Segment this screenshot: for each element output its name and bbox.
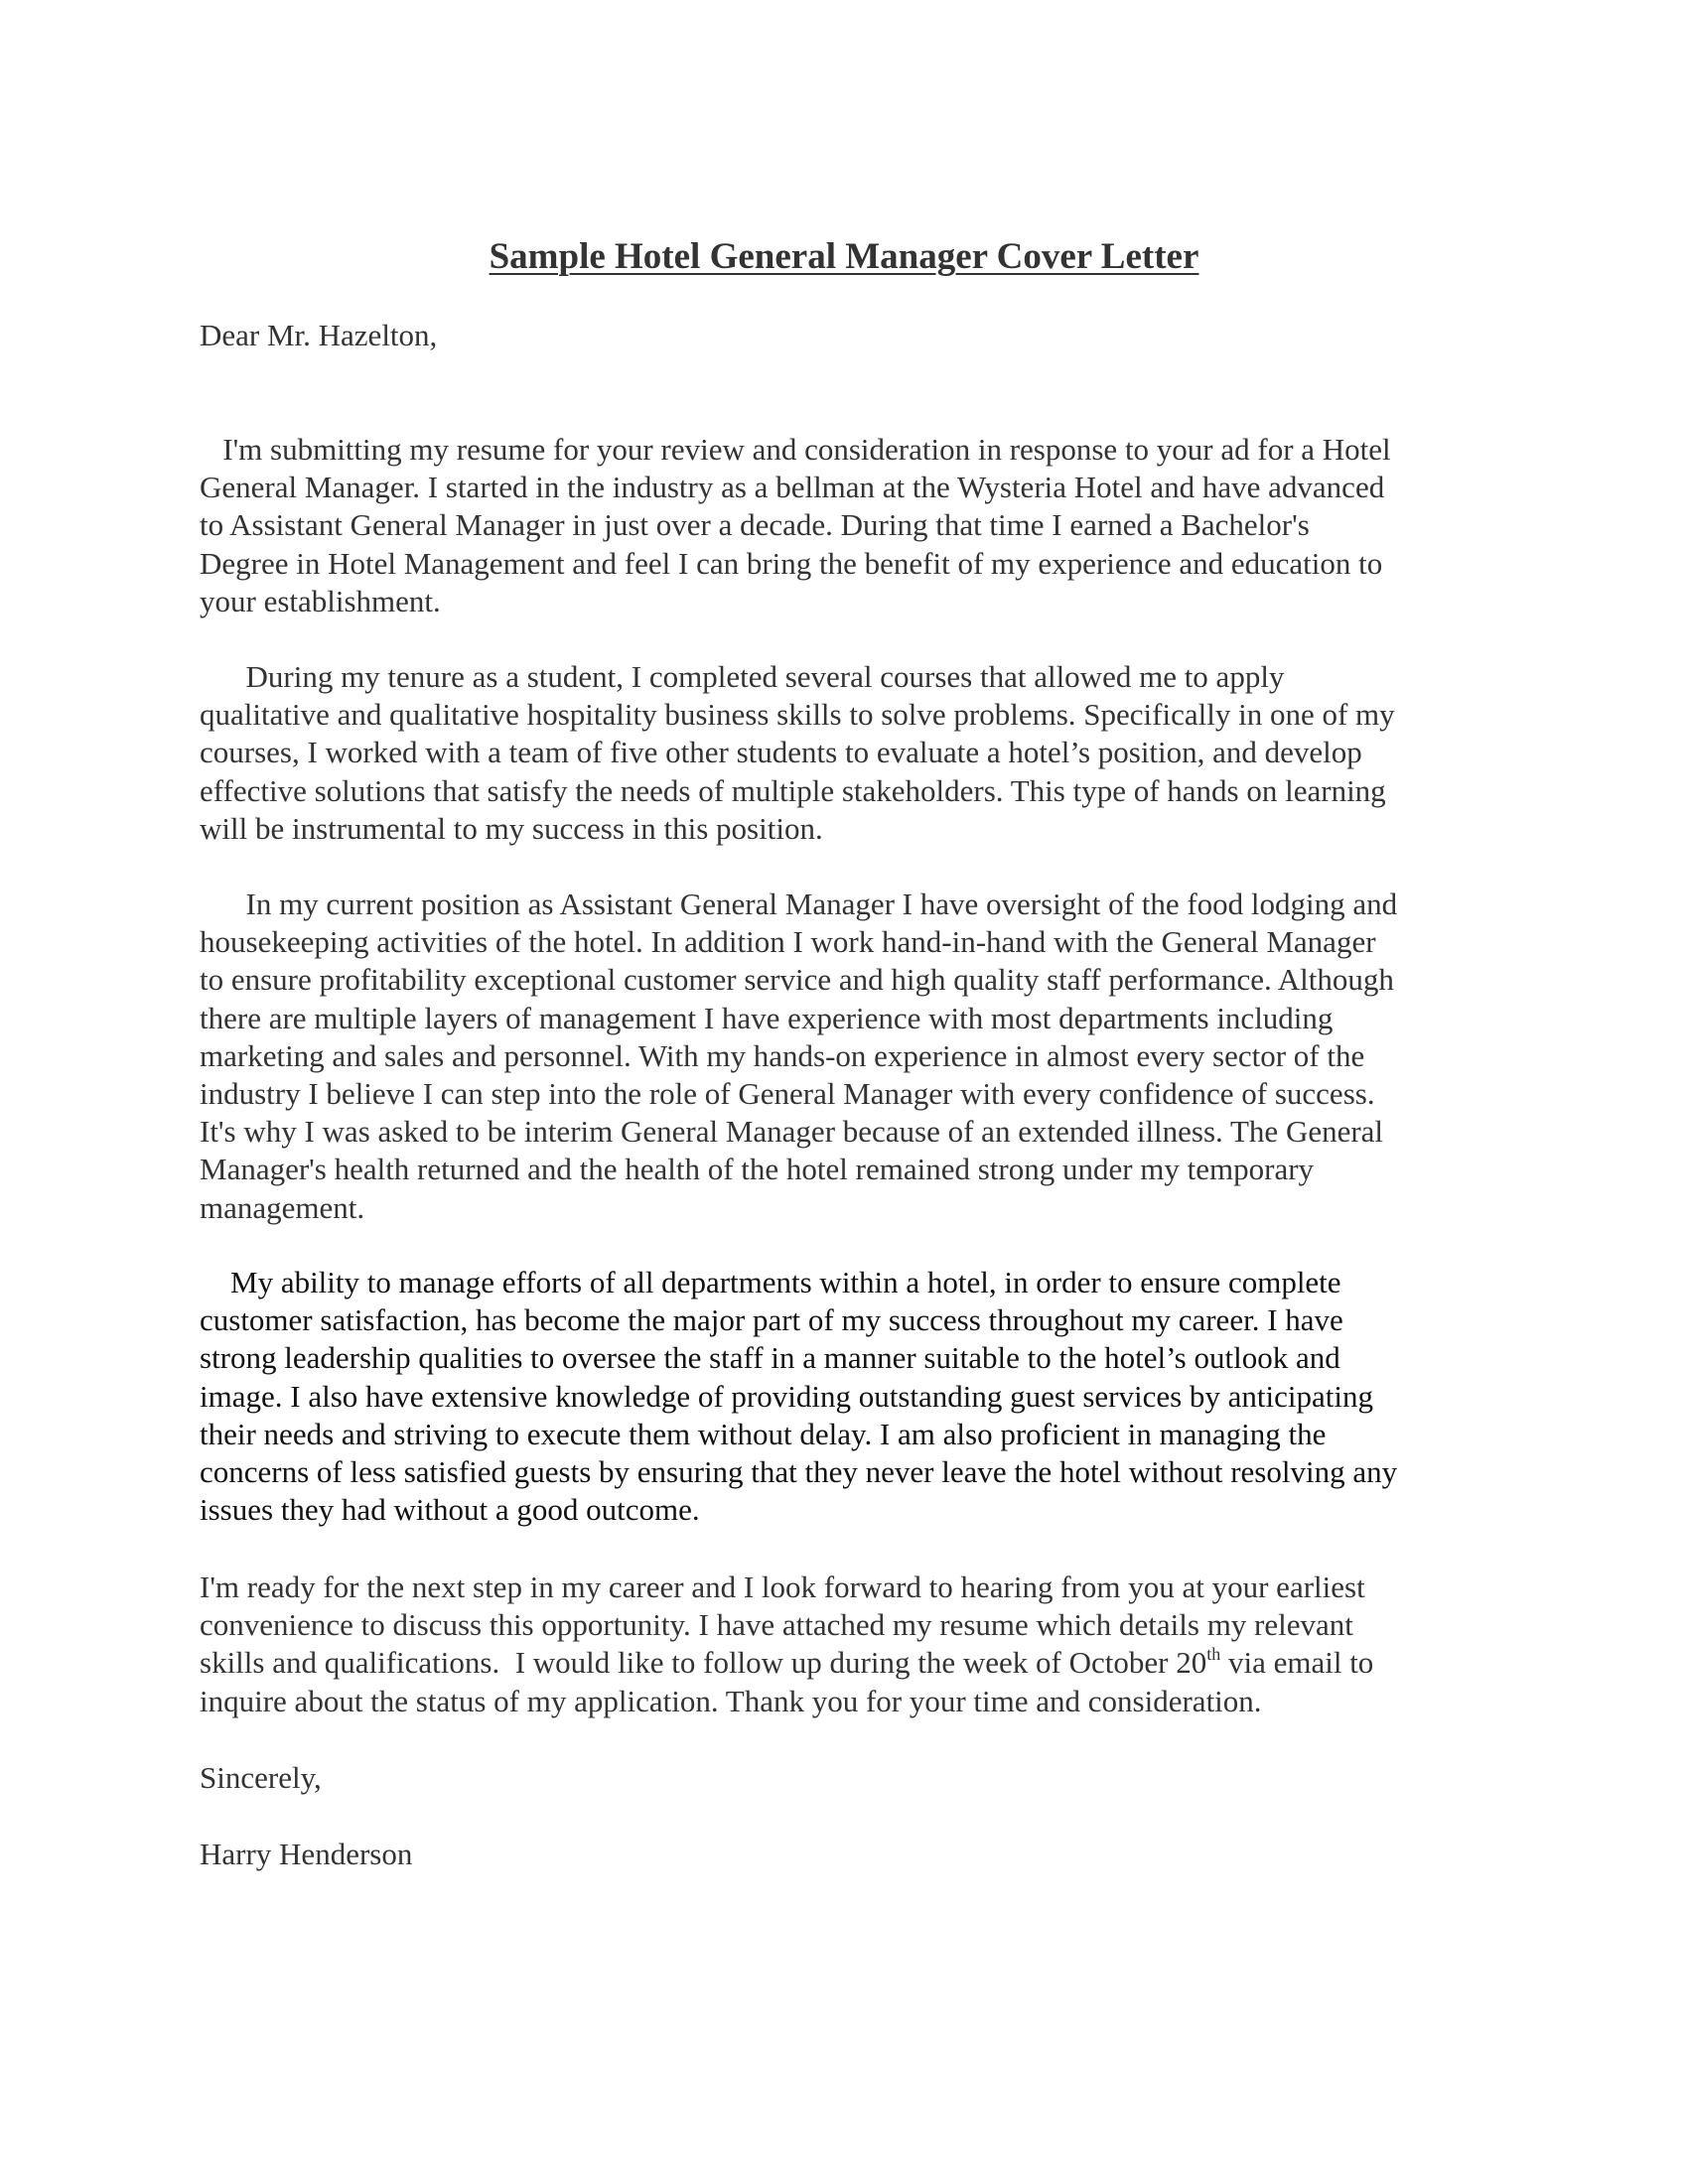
salutation: Dear Mr. Hazelton, [200,318,438,352]
ordinal-superscript: th [1206,1644,1221,1665]
paragraph-line: qualitative and qualitative hospitality business skills to solve problems. Specifically in one of my [200,697,1395,733]
paragraph-line: their needs and striving to execute them without delay. I am also proficient in managing the [200,1416,1327,1451]
paragraph-line: In my current position as Assistant General Manager I have oversight of the food lodging and [200,887,1398,921]
signature-name: Harry Henderson [200,1837,413,1871]
paragraph-line: your establishment. [200,583,441,618]
paragraph-line: there are multiple layers of management I have experience with most departments including [200,1000,1334,1035]
paragraph-line: Manager's health returned and the health of the hotel remained strong under my temporary [200,1152,1315,1187]
closing: Sincerely, [200,1760,322,1795]
paragraph-intro [200,431,1510,620]
line-text-after-superscript: via email to [1220,1645,1374,1681]
paragraph-education [200,658,1510,848]
paragraph-line: marketing and sales and personnel. With my hands-on experience in almost every sector of the [200,1037,1365,1073]
paragraph-line: strong leadership qualities to oversee the staff in a manner suitable to the hotel’s outlook and [200,1340,1340,1376]
paragraph-line: My ability to manage efforts of all departments within a hotel, in order to ensure complete [200,1265,1341,1299]
paragraph-line: concerns of less satisfied guests by ensuring that they never leave the hotel without resolving any [200,1453,1398,1489]
paragraph-line: General Manager. I started in the industry as a bellman at the Wysteria Hotel and have advanced [200,470,1385,505]
paragraph-line: inquire about the status of my application. Thank you for your time and consideration. [200,1683,1262,1718]
paragraph-next-steps [200,1569,1510,1720]
paragraph-line: to Assistant General Manager in just over a decade. During that time I earned a Bachelor's [200,507,1310,543]
paragraph-current-position [200,886,1510,1227]
paragraph-line: will be instrumental to my success in this position. [200,810,823,846]
paragraph-line: industry I believe I can step into the role of General Manager with every confidence of success. [200,1075,1375,1111]
paragraph-line: management. [200,1189,365,1225]
paragraph-line: I'm ready for the next step in my career and I look forward to hearing from you at your earliest [200,1570,1365,1604]
page-title: Sample Hotel General Manager Cover Letter [489,236,1199,277]
paragraph-line: It's why I was asked to be interim General Manager because of an extended illness. The General [200,1114,1384,1150]
paragraph-line: housekeeping activities of the hotel. In addition I work hand-in-hand with the General Manager [200,924,1376,960]
paragraph-line: I'm submitting my resume for your review and consideration in response to your ad for a Hotel [200,432,1391,467]
paragraph-line: During my tenure as a student, I completed several courses that allowed me to apply [200,659,1285,694]
line-text-before-superscript: skills and qualifications. I would like to follow up during the week of October 20 [200,1645,1207,1681]
paragraph-line: effective solutions that satisfy the needs of multiple stakeholders. This type of hands on learning [200,772,1386,808]
paragraph-line: issues they had without a good outcome. [200,1492,700,1528]
paragraph-line: courses, I worked with a team of five other students to evaluate a hotel’s position, and develop [200,735,1362,770]
paragraph-line: customer satisfaction, has become the major part of my success throughout my career. I have [200,1302,1343,1338]
paragraph-line: image. I also have extensive knowledge of providing outstanding guest services by anticipating [200,1378,1374,1414]
paragraph-line-with-date [200,1644,1510,1682]
paragraph-line: convenience to discuss this opportunity. I have attached my resume which details my relevant [200,1607,1353,1643]
paragraph-abilities [200,1264,1510,1529]
paragraph-line: to ensure profitability exceptional customer service and high quality staff performance. Although [200,962,1394,998]
paragraph-line: Degree in Hotel Management and feel I can bring the benefit of my experience and education to [200,545,1383,581]
